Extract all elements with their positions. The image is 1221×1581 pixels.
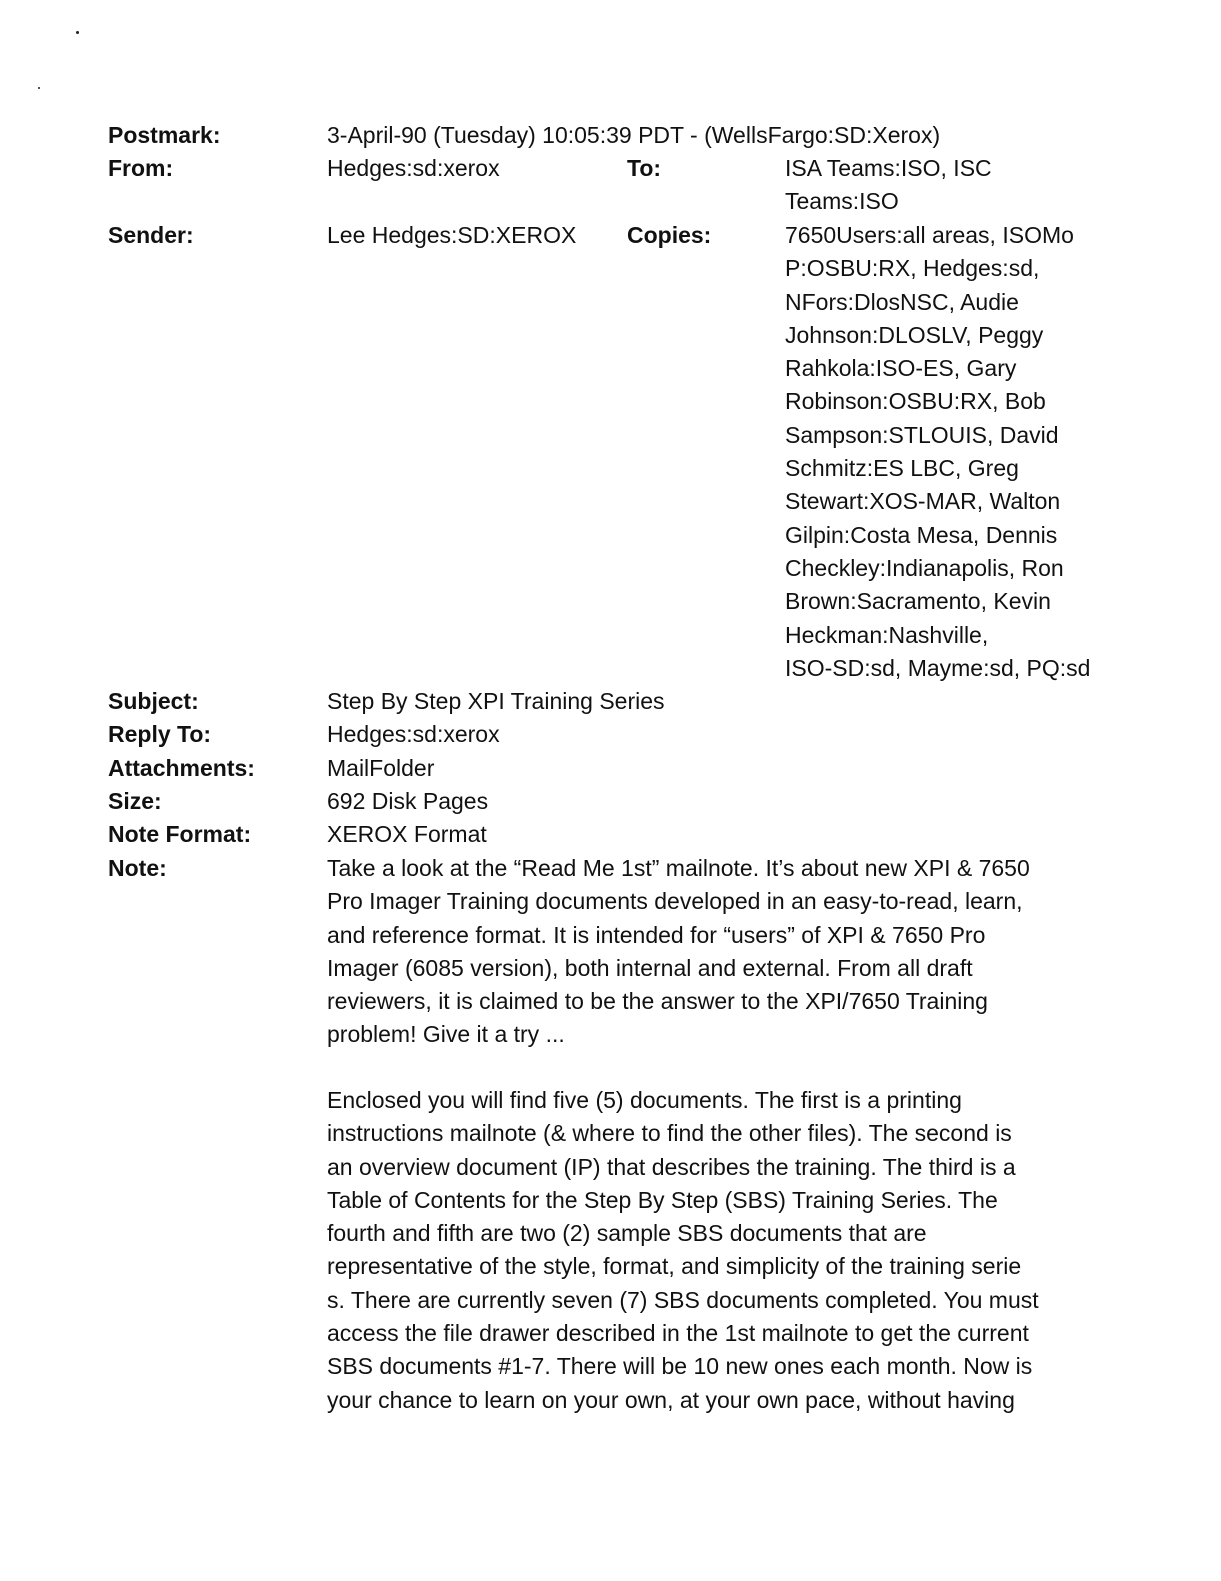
note-line: reviewers, it is claimed to be the answer to the XPI/7650 Training [327, 988, 988, 1015]
copies-line: Brown:Sacramento, Kevin [785, 588, 1051, 615]
note-line: access the file drawer described in the 1st mailnote to get the current [327, 1320, 1029, 1347]
note-line: Imager (6085 version), both internal and external. From all draft [327, 954, 973, 981]
note-line: your chance to learn on your own, at your own pace, without having [327, 1386, 1015, 1413]
note-paragraph-2 [327, 1084, 1039, 1417]
to-value [785, 152, 992, 219]
copies-line: Heckman:Nashville, [785, 621, 989, 648]
postmark-value: 3-April-90 (Tuesday) 10:05:39 PDT - (WellsFargo:SD:Xerox) [327, 122, 941, 148]
note-line: Pro Imager Training documents developed in an easy-to-read, learn, [327, 888, 1023, 915]
copies-line: Robinson:OSBU:RX, Bob [785, 388, 1046, 415]
note-line: Table of Contents for the Step By Step (SBS) Training Series. The [327, 1186, 998, 1213]
copies-line: Schmitz:ES LBC, Greg [785, 455, 1019, 482]
subject-label: Subject: [108, 688, 199, 714]
note-format-label: Note Format: [108, 821, 252, 847]
note-line: fourth and fifth are two (2) sample SBS documents that are [327, 1220, 927, 1247]
size-value: 692 Disk Pages [327, 788, 489, 814]
reply-to-label: Reply To: [108, 721, 212, 747]
note-line: s. There are currently seven (7) SBS documents completed. You must [327, 1286, 1039, 1313]
attachments-value: MailFolder [327, 755, 435, 781]
copies-line: NFors:DlosNSC, Audie [785, 288, 1019, 315]
sender-value: Lee Hedges:SD:XEROX [327, 222, 577, 248]
reply-to-value: Hedges:sd:xerox [327, 721, 500, 747]
note-label: Note: [108, 855, 167, 881]
copies-line: Johnson:DLOSLV, Peggy [785, 321, 1044, 348]
copies-label: Copies: [627, 222, 712, 248]
note-line: an overview document (IP) that describes the training. The third is a [327, 1153, 1016, 1180]
from-value: Hedges:sd:xerox [327, 155, 500, 181]
copies-line: Sampson:STLOUIS, David [785, 421, 1059, 448]
postmark-label: Postmark: [108, 122, 221, 148]
copies-value [785, 219, 1090, 685]
note-line: Take a look at the “Read Me 1st” mailnote. It’s about new XPI & 7650 [327, 855, 1030, 881]
subject-value: Step By Step XPI Training Series [327, 688, 665, 714]
copies-line: Stewart:XOS-MAR, Walton [785, 488, 1061, 515]
copies-line: 7650Users:all areas, ISOMo [785, 222, 1074, 248]
attachments-label: Attachments: [108, 755, 255, 781]
from-label: From: [108, 155, 174, 181]
to-label: To: [627, 155, 662, 181]
copies-line: Checkley:Indianapolis, Ron [785, 554, 1064, 581]
note-line: Enclosed you will find five (5) documents. The first is a printing [327, 1087, 962, 1113]
to-line: ISA Teams:ISO, ISC [785, 155, 992, 181]
note-paragraph-1 [327, 852, 1030, 1052]
scan-speck [76, 31, 79, 34]
to-line: Teams:ISO [785, 188, 899, 215]
note-line: SBS documents #1-7. There will be 10 new ones each month. Now is [327, 1353, 1033, 1380]
size-label: Size: [108, 788, 162, 814]
note-line: representative of the style, format, and simplicity of the training serie [327, 1253, 1022, 1280]
copies-line: ISO-SD:sd, Mayme:sd, PQ:sd [785, 654, 1091, 681]
note-line: and reference format. It is intended for “users” of XPI & 7650 Pro [327, 921, 986, 948]
copies-line: P:OSBU:RX, Hedges:sd, [785, 255, 1040, 282]
sender-label: Sender: [108, 222, 194, 248]
note-line: instructions mailnote (& where to find the other files). The second is [327, 1120, 1012, 1147]
copies-line: Gilpin:Costa Mesa, Dennis [785, 521, 1058, 548]
note-format-value: XEROX Format [327, 821, 487, 847]
note-line: problem! Give it a try ... [327, 1021, 565, 1048]
copies-line: Rahkola:ISO-ES, Gary [785, 355, 1017, 382]
scan-speck [38, 87, 40, 89]
